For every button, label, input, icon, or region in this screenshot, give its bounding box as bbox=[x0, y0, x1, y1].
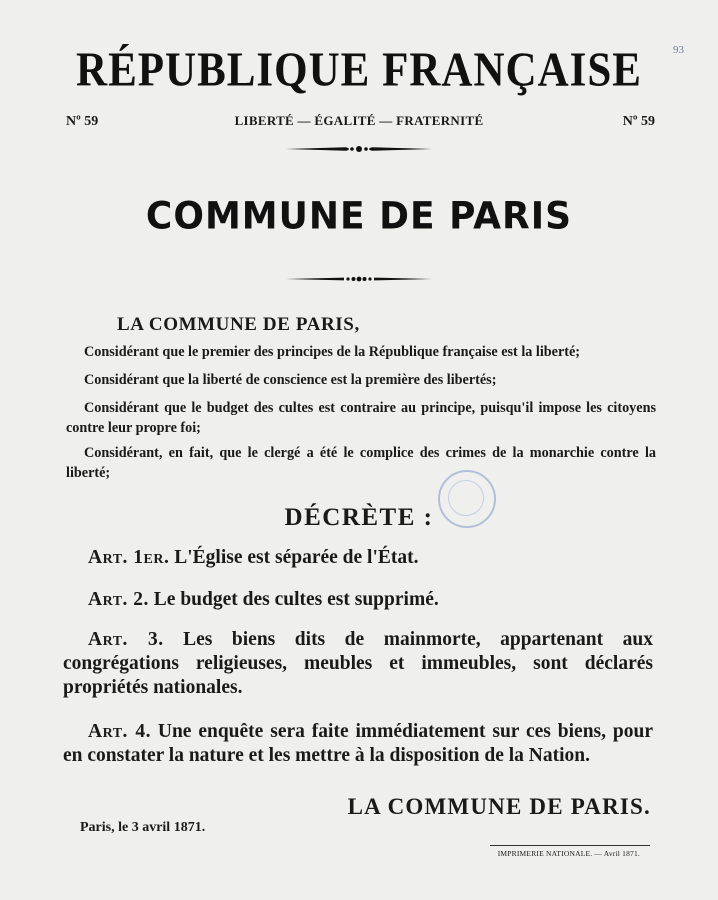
article-label: Art. 1er. bbox=[88, 547, 170, 568]
consideration-3: Considérant que le budget des cultes est contraire au principe, puisqu'il impose les citoyens contre leur propre foi; bbox=[66, 400, 656, 436]
article-label: Art. 4. bbox=[88, 721, 151, 742]
article-3 bbox=[63, 628, 653, 700]
ornamental-rule-top bbox=[0, 140, 718, 159]
article-text: Le budget des cultes est supprimé. bbox=[153, 589, 439, 610]
article-4 bbox=[63, 720, 653, 768]
motto: LIBERTÉ — ÉGALITÉ — FRATERNITÉ bbox=[234, 113, 484, 128]
consideration-1: Considérant que le premier des principes de la République française est la liberté; bbox=[84, 344, 581, 360]
printer-imprint: IMPRIMERIE NATIONALE. — Avril 1871. bbox=[497, 849, 640, 858]
ornamental-rule-middle bbox=[0, 270, 718, 289]
date-line: Paris, le 3 avril 1871. bbox=[80, 820, 206, 835]
decree-heading: DÉCRÈTE : bbox=[284, 504, 434, 531]
consideration-4: Considérant, en fait, que le clergé a été le complice des crimes de la monarchie contre la liberté; bbox=[66, 445, 656, 481]
article-1 bbox=[63, 546, 653, 570]
commune-title: COMMUNE DE PARIS bbox=[145, 194, 573, 239]
archive-number: 93 bbox=[673, 44, 684, 56]
republic-title: RÉPUBLIQUE FRANÇAISE bbox=[76, 44, 642, 97]
article-text: L'Église est séparée de l'État. bbox=[174, 547, 419, 568]
article-label: Art. 3. bbox=[88, 629, 164, 650]
article-2 bbox=[63, 588, 653, 612]
article-text: Une enquête sera faite immédiatement sur ces biens, pour en constater la nature et les mettre à la disposition de la Nation. bbox=[63, 721, 654, 766]
printer-rule bbox=[490, 845, 650, 846]
consideration-2: Considérant que la liberté de conscience est la première des libertés; bbox=[84, 372, 497, 388]
poster-number-right: Nº 59 bbox=[622, 114, 655, 129]
signature: LA COMMUNE DE PARIS. bbox=[347, 794, 651, 819]
article-text: Les biens dits de mainmorte, appartenant aux congrégations religieuses, meubles et immeubles, sont déclarés propriétés nationales. bbox=[63, 629, 653, 698]
preamble-heading: LA COMMUNE DE PARIS, bbox=[117, 314, 360, 335]
article-label: Art. 2. bbox=[88, 589, 149, 610]
poster-number-left: Nº 59 bbox=[66, 114, 99, 129]
